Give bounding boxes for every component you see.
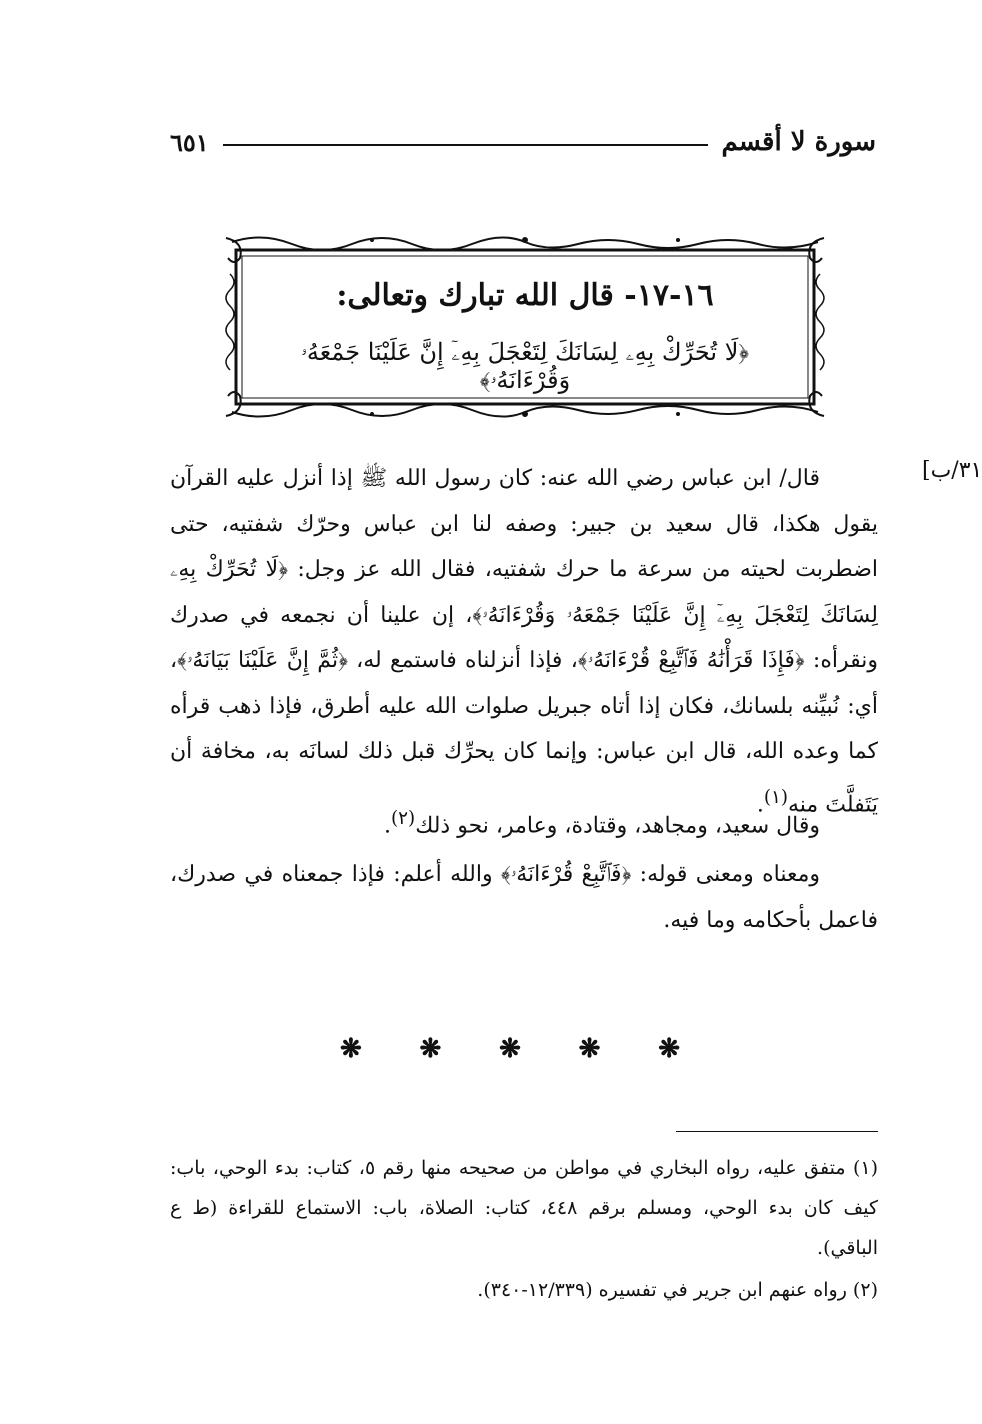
footnote-1: (١) متفق عليه، رواه البخاري في مواطن من صحيحه منها رقم ٥، كتاب: بدء الوحي، باب: كيف كان بدء الوحي، ومسلم برقم ٤٤٨، كتاب: الصلاة، باب: الاستماع للقراءة (ط ع الباقي). bbox=[170, 1157, 878, 1259]
page-number: ٦٥١ bbox=[170, 127, 209, 157]
footnote-2: (٢) رواه عنهم ابن جرير في تفسيره (١٢/٣٣٩-٣٤٠). bbox=[477, 1279, 878, 1301]
body-paragraph-3: ومعناه ومعنى قوله: ﴿فَٱتَّبِعْ قُرْءَانَهُۥ﴾ والله أعلم: فإذا جمعناه في صدرك، فاعمل بأحكامه وما فيه. bbox=[170, 862, 878, 933]
separator-star-icon: ❋ bbox=[658, 1034, 680, 1064]
footnote-rule bbox=[676, 1131, 878, 1132]
paragraph-1-text: قال/ ابن عباس رضي الله عنه: كان رسول الله ﷺ إذا أنزل عليه القرآن يقول هكذا، قال سعيد بن جبير: وصفه لنا ابن عباس وحرّك شفتيه، حتى اضطربت لحيته من سرعة ما حرك شفتيه، فقال الله عز وجل: ﴿لَا تُحَرِّكْ بِهِۦ لِسَانَكَ لِتَعْجَلَ بِهِۦٓ إِنَّ عَلَيْنَا جَمْعَهُۥ وَقُرْءَانَهُۥ﴾، إن علينا أن نجمعه في صدرك ونقرأه: ﴿فَإِذَا قَرَأْنَٰهُ فَٱتَّبِعْ قُرْءَانَهُۥ﴾، فإذا أنزلناه فاستمع له، ﴿ثُمَّ إِنَّ عَلَيْنَا بَيَانَهُۥ﴾، أي: نُبيِّنه بلسانك، فكان إذا أتاه جبريل صلوات الله عليه أطرق، فإذا ذهب قرأه كما وعده الله، قال ابن عباس: وإنما كان يحرِّك قبل ذلك لسانَه به، مخافة أن يَتَفلَّتَ منه bbox=[170, 466, 878, 817]
separator-star-icon: ❋ bbox=[419, 1034, 442, 1064]
footnote-ref-1: (١) bbox=[763, 786, 788, 808]
sura-title: سورة لا أقسم bbox=[721, 127, 876, 157]
section-separator bbox=[340, 1034, 680, 1064]
section-heading: ١٦-١٧- قال الله تبارك وتعالى: bbox=[336, 278, 714, 313]
manuscript-folio-ref: ٣١/ب] bbox=[922, 458, 982, 483]
ornamental-frame bbox=[222, 234, 828, 420]
separator-star-icon: ❋ bbox=[499, 1034, 521, 1064]
running-head bbox=[170, 122, 876, 162]
separator-star-icon: ❋ bbox=[578, 1034, 601, 1064]
separator-star-icon: ❋ bbox=[340, 1034, 362, 1064]
body-paragraph-2: وقال سعيد، ومجاهد، وقتادة، وعامر، نحو ذلك$^{(٢)}$. bbox=[384, 808, 820, 839]
body-paragraph-1: قال/ ابن عباس رضي الله عنه: كان رسول الله ﷺ إذا أنزل عليه القرآن يقول هكذا، قال سعيد بن جبير: وصفه لنا ابن عباس وحرّك شفتيه، حتى اضطربت لحيته من سرعة ما حرك شفتيه، فقال الله عز وجل: ﴿لَا تُحَرِّكْ بِهِۦ لِسَانَكَ لِتَعْجَلَ بِهِۦٓ إِنَّ عَلَيْنَا جَمْعَهُۥ وَقُرْءَانَهُۥ﴾، إن علينا أن نجمعه في صدرك ونقرأه: ﴿فَإِذَا قَرَأْنَٰهُ فَٱتَّبِعْ قُرْءَانَهُۥ﴾، فإذا أنزلناه فاستمع له، ﴿ثُمَّ إِنَّ عَلَيْنَا بَيَانَهُۥ﴾، أي: نُبيِّنه بلسانك، فكان إذا أتاه جبريل صلوات الله عليه أطرق، فإذا ذهب قرأه كما وعده الله، قال ابن عباس: وإنما كان يحرِّك قبل ذلك لسانَه به، مخافة أن يَتَفلَّتَ منه$^{(١)}$. bbox=[170, 466, 878, 817]
footnote-ref-2: (٢) bbox=[391, 808, 416, 829]
header-rule bbox=[223, 144, 708, 146]
section-verse: ﴿لَا تُحَرِّكْ بِهِۦ لِسَانَكَ لِتَعْجَلَ بِهِۦٓ إِنَّ عَلَيْنَا جَمْعَهُۥ وَقُرْءَانَهُۥ﴾ bbox=[300, 338, 750, 394]
paragraph-2-text: وقال سعيد، ومجاهد، وقتادة، وعامر، نحو ذلك bbox=[415, 813, 820, 839]
